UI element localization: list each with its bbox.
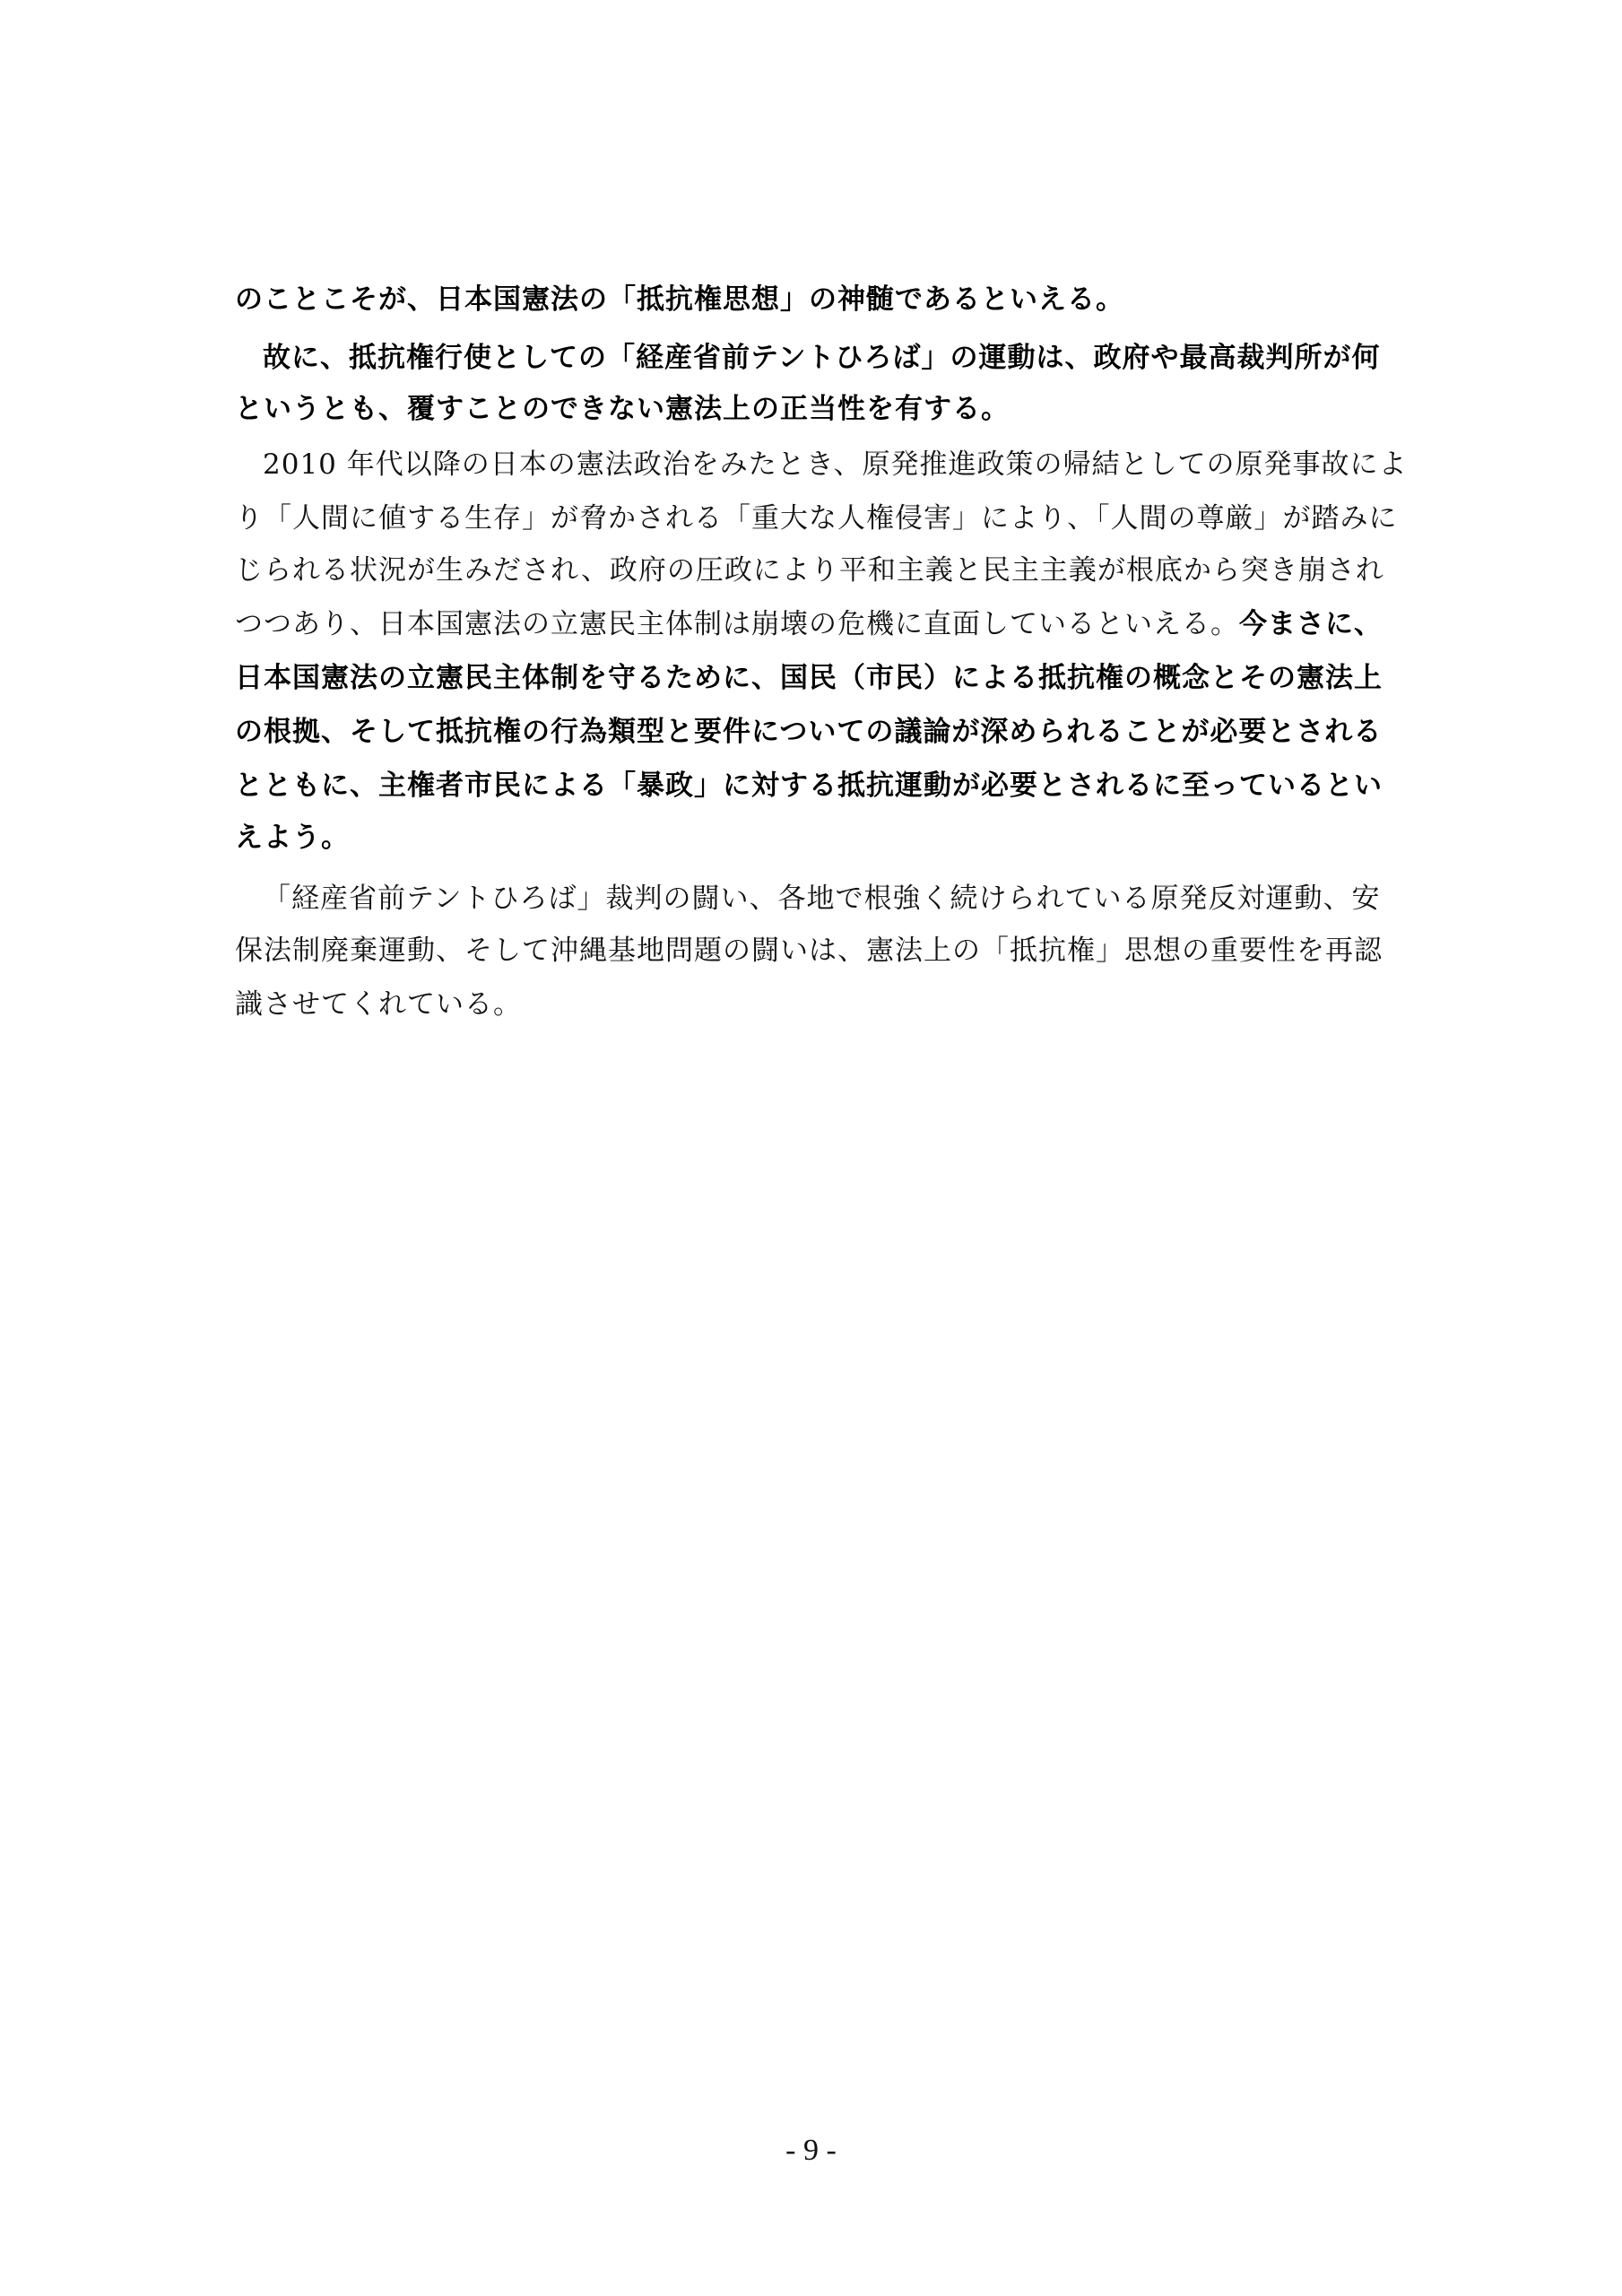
paragraph-line-bold: というとも、覆すことのできない憲法上の正当性を有する。 bbox=[235, 393, 1010, 425]
paragraph-line: じられる状況が生みだされ、政府の圧政により平和主義と民主主義が根底から突き崩され bbox=[235, 554, 1384, 587]
paragraph-line: 「経産省前テントひろば」裁判の闘い、各地で根強く続けられている原発反対運動、安 bbox=[263, 883, 1381, 915]
paragraph-line: 保法制廃棄運動、そして沖縄基地問題の闘いは、憲法上の「抵抗権」思想の重要性を再認 bbox=[235, 935, 1383, 967]
paragraph-line-bold: の根拠、そして抵抗権の行為類型と要件についての議論が深められることが必要とされる bbox=[235, 716, 1383, 748]
paragraph-line-mixed bbox=[235, 604, 1383, 644]
paragraph-line: 識させてくれている。 bbox=[235, 988, 522, 1021]
paragraph-line-bold: とともに、主権者市民による「暴政」に対する抵抗運動が必要とされるに至っているとい bbox=[235, 770, 1383, 802]
page-number: - 9 - bbox=[785, 2134, 837, 2167]
paragraph-text: つつあり、日本国憲法の立憲民主体制は崩壊の危機に直面しているといえる。 bbox=[235, 608, 1239, 640]
paragraph-text-bold: 今まさに、 bbox=[1239, 608, 1383, 640]
paragraph-line-bold: のことこそが、日本国憲法の「抵抗権思想」の神髄であるといえる。 bbox=[235, 283, 1124, 316]
paragraph-line: 2010 年代以降の日本の憲法政治をみたとき、原発推進政策の帰結としての原発事故によ bbox=[263, 448, 1408, 481]
paragraph-line-bold: 故に、抵抗権行使としての「経産省前テントひろば」の運動は、政府や最高裁判所が何 bbox=[263, 342, 1381, 374]
paragraph-line-bold: 日本国憲法の立憲民主体制を守るために、国民（市民）による抵抗権の概念とその憲法上 bbox=[235, 662, 1383, 694]
paragraph-line: り「人間に値する生存」が脅かされる「重大な人権侵害」により、「人間の尊厳」が踏みに bbox=[235, 502, 1398, 535]
paragraph-line-bold: えよう。 bbox=[235, 822, 350, 854]
